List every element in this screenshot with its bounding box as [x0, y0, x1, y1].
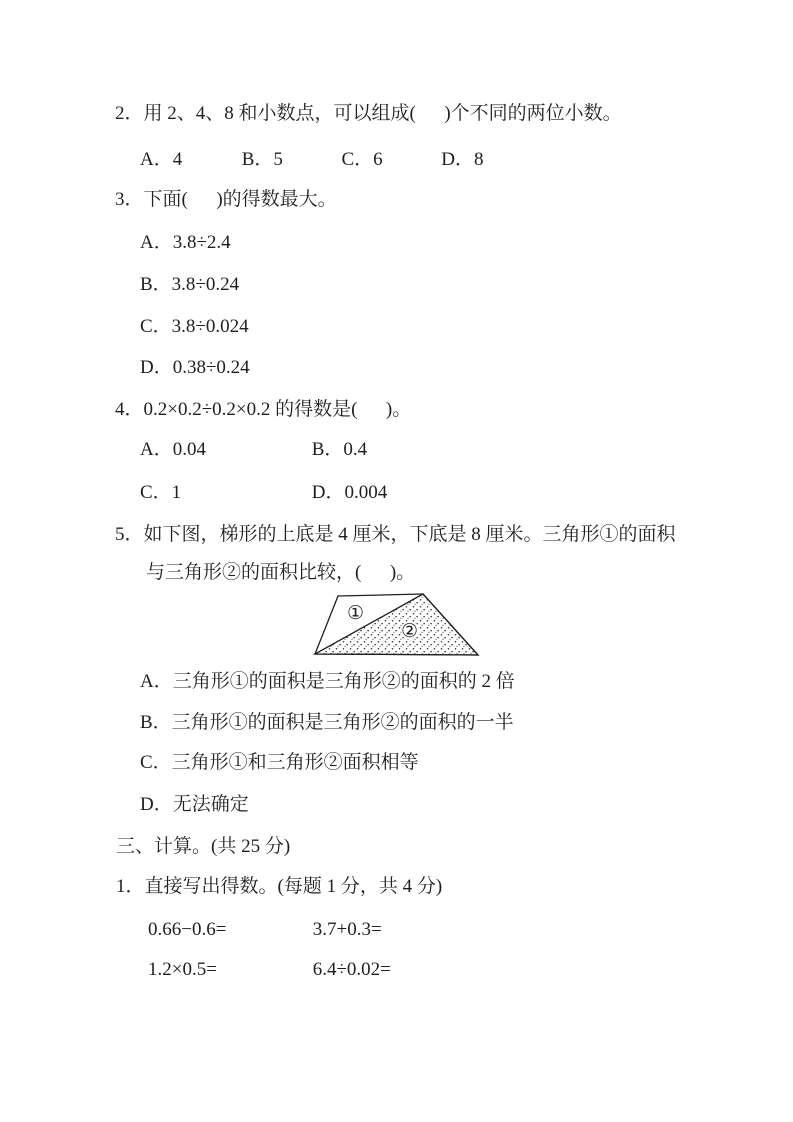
question-2-option-b: B．5 — [241, 149, 283, 170]
question-3-option-a: A．3.8÷2.4 — [140, 232, 231, 253]
calc-problem-2: 3.7+0.3= — [312, 919, 382, 940]
question-4-option-c: C．1 — [140, 482, 182, 503]
question-4-label: 4．0.2×0.2÷0.2×0.2 的得数是( )。 — [115, 399, 412, 420]
question-4-options-row-2 — [140, 480, 387, 506]
section-3-heading: 三、计算。(共 25 分) — [116, 836, 291, 857]
calc-problems-row-2 — [148, 957, 391, 983]
question-3-label: 3．下面( )的得数最大。 — [115, 189, 337, 210]
question-4-option-d: D．0.004 — [311, 482, 388, 503]
question-2-label: 2．用 2、4、8 和小数点，可以组成( )个不同的两位小数。 — [115, 103, 622, 124]
calc-problem-3: 1.2×0.5= — [148, 959, 217, 980]
question-2-option-d: D．8 — [441, 149, 484, 170]
question-3-option-c: C．3.8÷0.024 — [140, 316, 249, 337]
calc-problem-4: 6.4÷0.02= — [312, 959, 391, 980]
section-3-subsection-1-heading: 1．直接写出得数。(每题 1 分，共 4 分) — [116, 876, 443, 897]
question-2-option-a: A．4 — [140, 149, 183, 170]
question-5-label-line-1: 5．如下图，梯形的上底是 4 厘米，下底是 8 厘米。三角形①的面积 — [115, 524, 676, 545]
question-2-options — [140, 147, 483, 173]
triangle-2-shaded-region — [315, 594, 478, 655]
triangle-2-label: ② — [401, 621, 419, 642]
question-3-option-b: B．3.8÷0.24 — [140, 274, 240, 295]
question-5-option-d: D．无法确定 — [140, 794, 249, 815]
trapezoid-figure — [300, 584, 490, 662]
question-3-option-d: D．0.38÷0.24 — [140, 357, 250, 378]
question-5-option-c: C．三角形①和三角形②面积相等 — [140, 752, 419, 773]
question-4-option-a: A．0.04 — [140, 439, 206, 460]
question-4-options-row-1 — [140, 437, 367, 463]
triangle-1-label: ① — [347, 603, 365, 624]
question-5-option-b: B．三角形①的面积是三角形②的面积的一半 — [140, 712, 514, 733]
calc-problems-row-1 — [148, 917, 382, 943]
question-4-option-b: B．0.4 — [311, 439, 368, 460]
question-5-option-a: A．三角形①的面积是三角形②的面积的 2 倍 — [140, 671, 515, 692]
question-5-label-line-2: 与三角形②的面积比较，( )。 — [146, 562, 416, 583]
calc-problem-1: 0.66−0.6= — [148, 919, 227, 940]
question-2-option-c: C．6 — [341, 149, 383, 170]
